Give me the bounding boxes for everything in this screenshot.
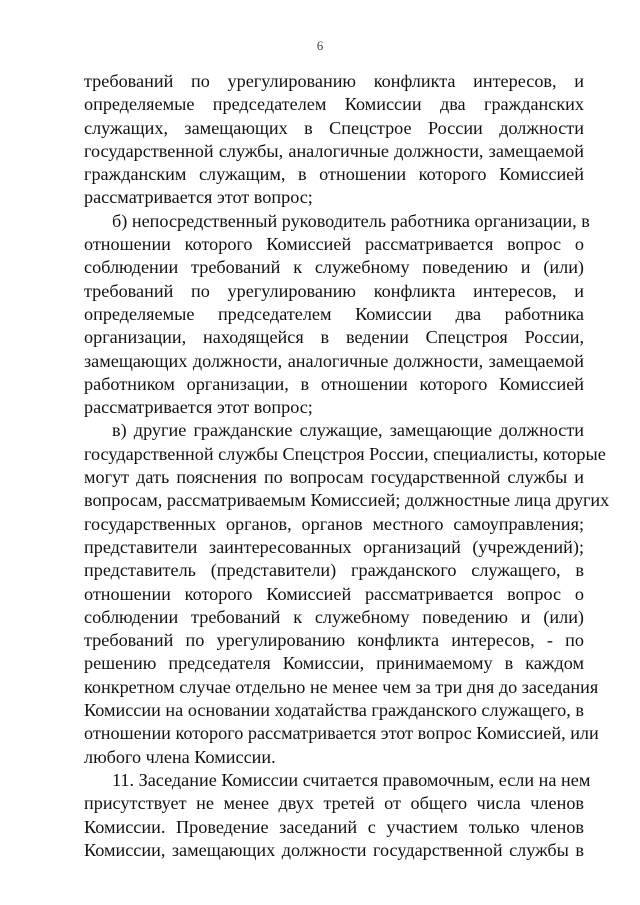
document-body: [84, 70, 610, 862]
page-number: 6: [316, 38, 324, 53]
text-line: в) другие гражданские служащие, замещающие должности: [112, 420, 584, 441]
text-line: гражданским служащим, в отношении которого Комиссией: [84, 164, 584, 185]
text-line: Комиссии. Проведение заседаний с участием только членов: [84, 816, 584, 837]
text-line: требований по урегулированию конфликта интересов, - по: [84, 630, 584, 651]
text-line: замещающих должности, аналогичные должности, замещаемой: [84, 350, 584, 371]
text-line: служащих, замещающих в Спецстрое России должности: [84, 117, 584, 138]
text-line: государственной службы Спецстроя России, специалисты, которые: [84, 443, 606, 464]
text-line: государственной службы, аналогичные должности, замещаемой: [84, 140, 584, 161]
text-line: конкретном случае отдельно не менее чем за три дня до заседания: [84, 676, 599, 697]
paragraph-item-v: [84, 419, 610, 768]
text-line: могут дать пояснения по вопросам государственной службы и: [84, 467, 584, 488]
text-line: 11. Заседание Комиссии считается правомочным, если на нем: [112, 769, 591, 790]
text-line: определяемые председателем Комиссии два гражданских: [84, 94, 584, 115]
text-line: представители заинтересованных организаций (учреждений);: [84, 536, 584, 557]
text-line: Комиссии на основании ходатайства гражданского служащего, в: [84, 700, 584, 721]
text-line: любого члена Комиссии.: [84, 746, 276, 767]
text-line: б) непосредственный руководитель работника организации, в: [112, 210, 590, 231]
text-line: вопросам, рассматриваемым Комиссией; должностные лица других: [84, 490, 610, 511]
text-line: представитель (представители) гражданского служащего, в: [84, 560, 584, 581]
text-line: требований по урегулированию конфликта интересов, и: [84, 71, 584, 91]
text-line: требований по урегулированию конфликта интересов, и: [84, 280, 584, 301]
text-line: отношении которого рассматривается этот вопрос Комиссией, или: [84, 723, 599, 744]
paragraph-item-11: [84, 769, 591, 862]
text-line: отношении которого Комиссией рассматривается вопрос о: [84, 583, 584, 604]
text-line: отношении которого Комиссией рассматривается вопрос о: [84, 234, 584, 255]
text-line: Комиссии, замещающих должности государственной службы в: [84, 839, 584, 860]
text-line: рассматривается этот вопрос;: [84, 397, 313, 418]
text-line: рассматривается этот вопрос;: [84, 187, 313, 208]
text-line: соблюдении требований к служебному поведению и (или): [84, 257, 584, 278]
text-line: организации, находящейся в ведении Спецстроя России,: [84, 327, 584, 348]
paragraph-item-b: [84, 210, 590, 420]
text-line: соблюдении требований к служебному поведению и (или): [84, 606, 584, 627]
paragraph-continuation: [84, 70, 584, 210]
text-line: решению председателя Комиссии, принимаемому в каждом: [84, 653, 584, 674]
text-line: определяемые председателем Комиссии два работника: [84, 303, 584, 324]
text-line: работником организации, в отношении которого Комиссией: [84, 373, 584, 394]
text-line: присутствует не менее двух третей от общего числа членов: [84, 793, 584, 814]
text-line: государственных органов, органов местного самоуправления;: [84, 513, 584, 534]
